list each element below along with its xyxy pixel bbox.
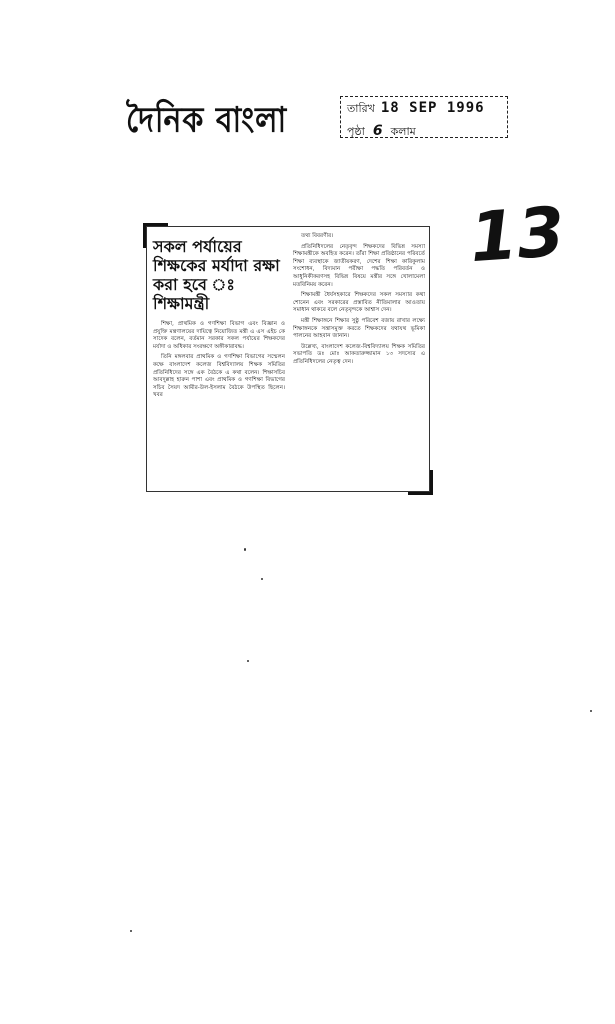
scan-speck	[130, 930, 132, 932]
article-headline: সকল পর্যায়ের শিক্ষকের মর্যাদা রক্ষা করা হবে ঃ শিক্ষামন্ত্রী	[153, 237, 280, 313]
stamp-page-label: পৃষ্ঠা	[347, 125, 365, 138]
scan-speck	[244, 548, 246, 551]
stamp-date: 18 SEP 1996	[380, 100, 485, 116]
article-paragraph: উল্লেখ্য, বাংলাদেশ কলেজ-বিশ্ববিদ্যালয় শিক্ষক সমিতির সভাপতি ডঃ মোঃ আকতারুজ্জামান ১৩ সদস্যের এ প্রতিনিধিদলের নেতৃত্ব দেন।	[293, 343, 425, 365]
news-clipping	[146, 226, 430, 492]
article-paragraph: তিনি মঙ্গলবার প্রাথমিক ও গণশিক্ষা বিভাগের সম্মেলন কক্ষে বাংলাদেশ কলেজ বিশ্ববিদ্যালয় শিক্ষক সমিতির প্রতিনিধিদের সঙ্গে এক বৈঠকে এ কথা বলেন। শিক্ষাসচিব আবদুল্লাহ হারুন পাশা এবং প্রাথমিক ও গণশিক্ষা বিভাগের সচিব সৈয়দ আমীর-উল-ইসলাম বৈঠকে উপস্থিত ছিলেন। খবর	[153, 354, 285, 399]
article-left-column	[153, 233, 285, 403]
article-paragraph: তথ্য বিবরণীর।	[301, 233, 334, 239]
article-paragraph: প্রতিনিধিদলের নেতৃবৃন্দ শিক্ষকদের বিভিন্ন সমস্যা শিক্ষামন্ত্রীকে অবহিত করেন। তাঁরা শিক্ষা প্রতিষ্ঠানের পরিবর্তে শিক্ষা ব্যবস্থাকে জাতীয়করণ, দেশের শিক্ষা কারিকুলাম সংশোধন, বিদ্যমান পরীক্ষা পদ্ধতি পরিবর্তন ও আধুনিকীকরণসহ বিভিন্ন বিষয়ে মন্ত্রীর সঙ্গে খোলামেলা মতবিনিময় করেন।	[293, 243, 425, 288]
stamp-date-label: তারিখ	[347, 102, 375, 115]
date-stamp	[340, 96, 508, 138]
handwritten-page-number: 13	[467, 192, 568, 279]
scan-speck	[247, 660, 249, 662]
article-paragraph: শিক্ষা, প্রাথমিক ও গণশিক্ষা বিভাগ এবং বিজ্ঞান ও প্রযুক্তি মন্ত্রণালয়ের দায়িত্বে নিয়োজিত মন্ত্রী এ এস এইচ কে সাদেক বলেন, বর্তমান সরকার সকল পর্যায়ের শিক্ষকদের মর্যাদা ও অধিকার সংরক্ষণে অঙ্গীকারাবদ্ধ।	[153, 321, 285, 350]
article-paragraph: শিক্ষামন্ত্রী ধৈর্যসহকারে শিক্ষকদের সকল সমস্যার কথা শোনেন এবং সরকারের প্রস্তাবিত নীতিমালার আওতায় সমাধান থাকবে বলে নেতৃবৃন্দকে আশ্বাস দেন।	[293, 292, 425, 314]
stamp-page-number: 6	[372, 123, 383, 139]
newspaper-masthead: দৈনিক বাংলা	[126, 100, 288, 141]
scan-speck	[261, 578, 263, 580]
article-right-column	[293, 233, 425, 370]
scan-speck	[590, 710, 592, 712]
stamp-column-label: কলাম	[390, 125, 416, 138]
article-paragraph: মন্ত্রী শিক্ষাঙ্গনে শিক্ষার সুষ্ঠু পরিবেশ বজায় রাখার লক্ষ্যে শিক্ষাঙ্গনকে সন্ত্রাসমুক্ত করতে শিক্ষকদের যথাযথ ভূমিকা পালনের আহবান জানান।	[293, 317, 425, 340]
clipping-corner-mark	[408, 470, 433, 495]
